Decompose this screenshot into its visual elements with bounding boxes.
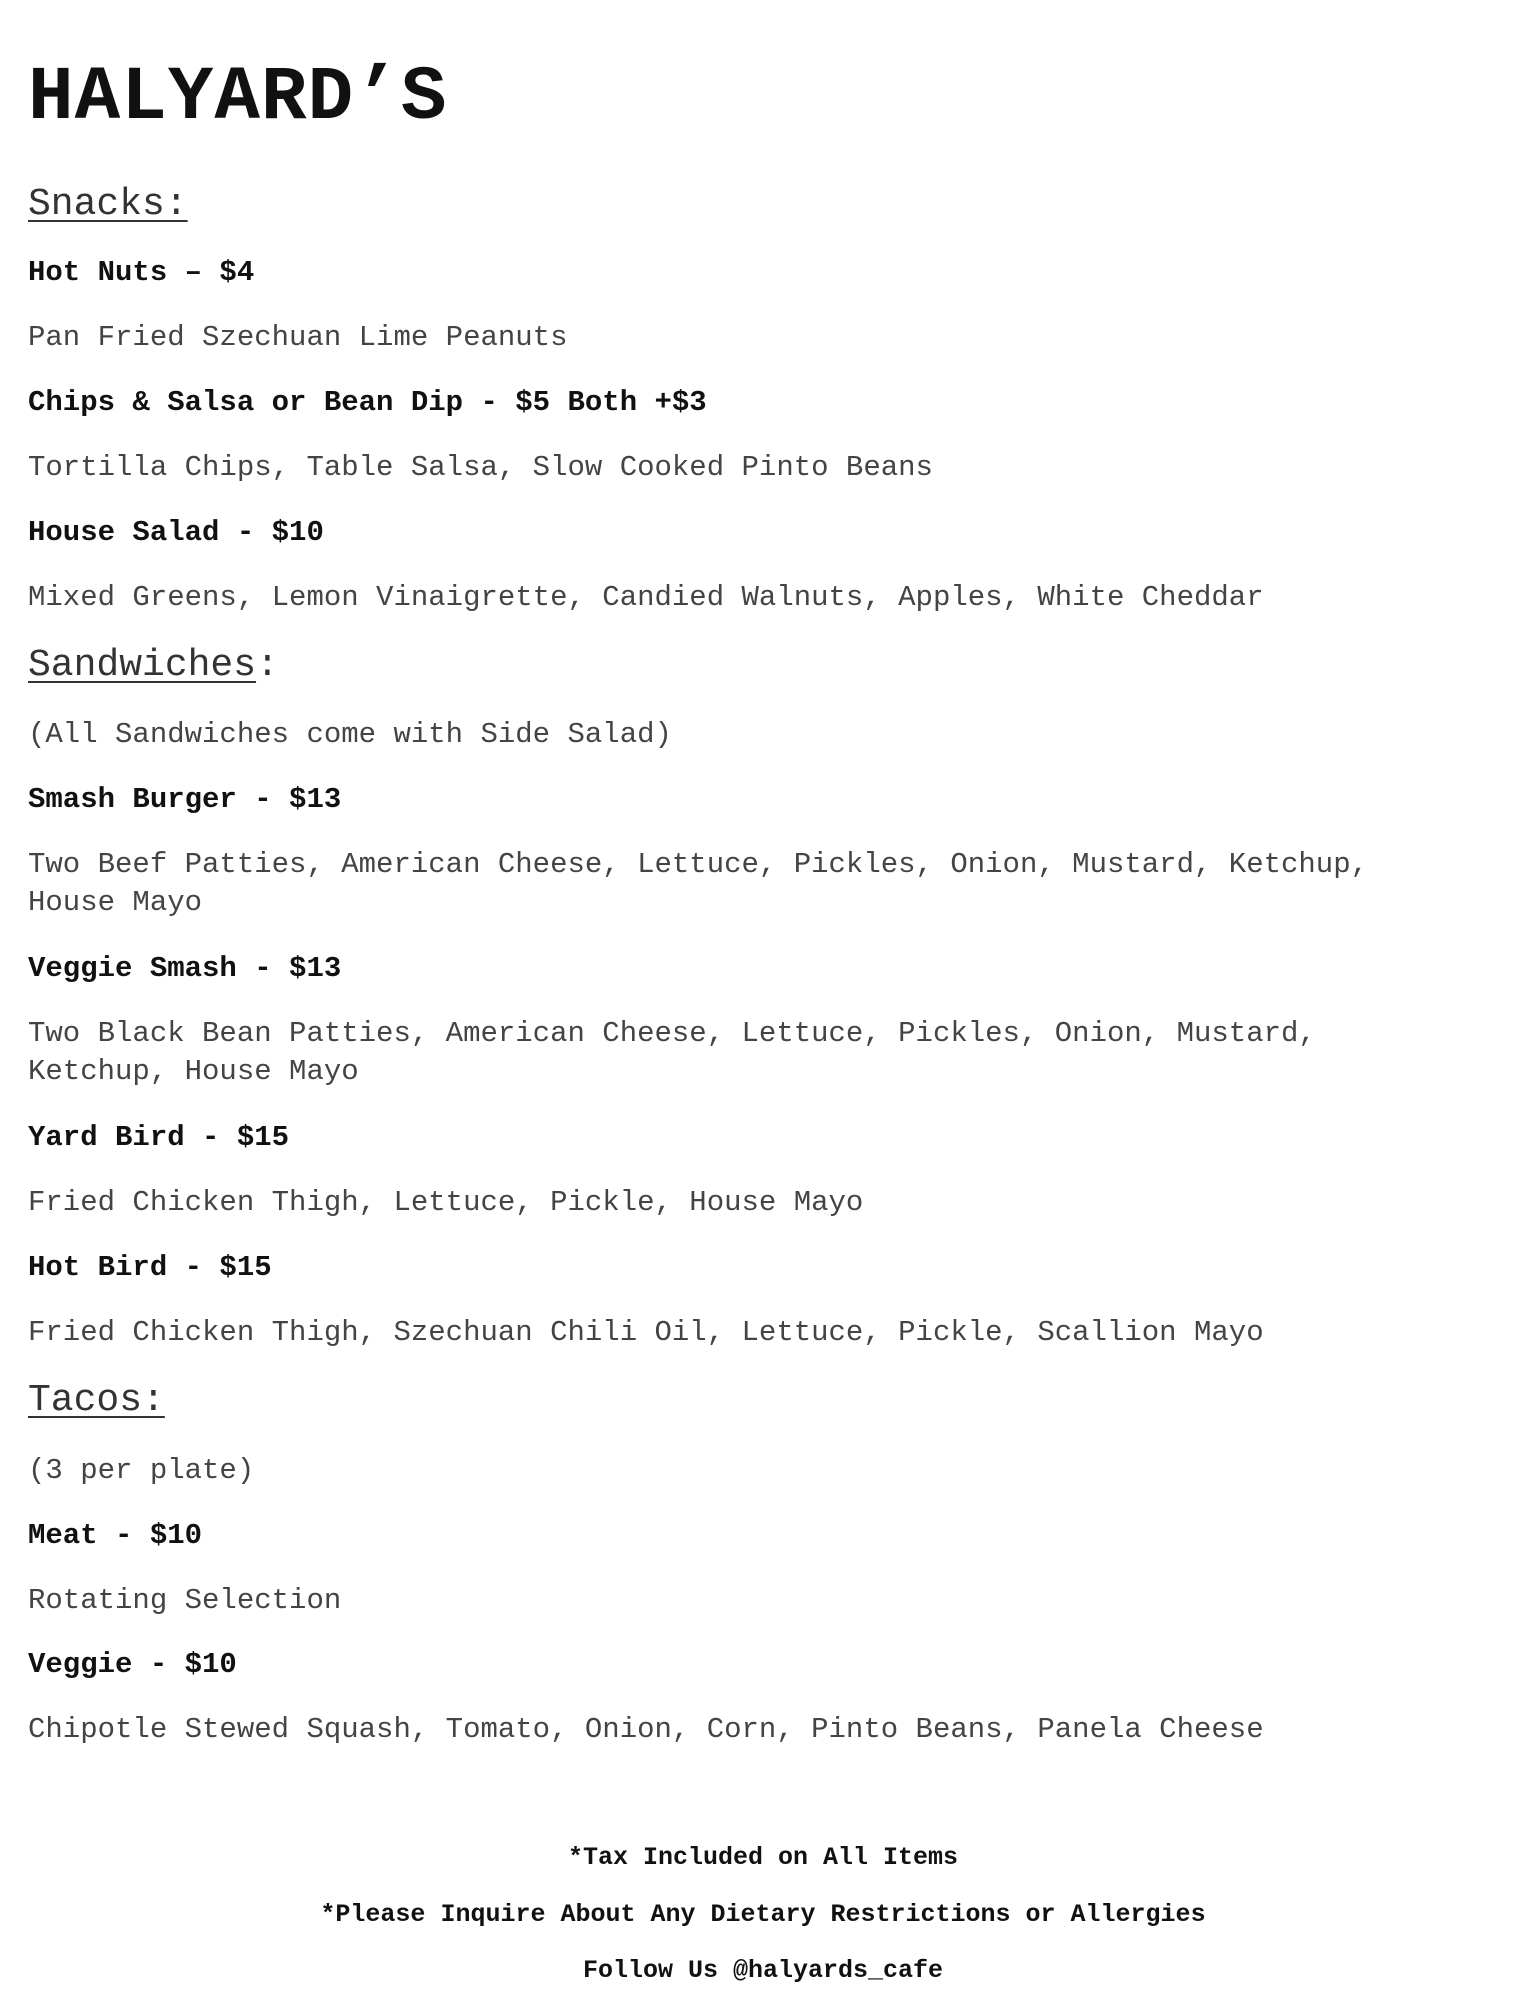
menu-item-name: Veggie - $10	[28, 1648, 237, 1681]
section-note: (3 per plate)	[28, 1454, 255, 1487]
menu-item-name: Yard Bird - $15	[28, 1121, 290, 1154]
menu-item-name: Veggie Smash - $13	[28, 952, 342, 985]
tacos-heading-text: Tacos:	[28, 1379, 165, 1422]
menu-item-name: Meat - $10	[28, 1519, 203, 1552]
menu-item-name: Chips & Salsa or Bean Dip - $5 Both +$3	[28, 386, 707, 419]
menu-item-description: Two Black Bean Patties, American Cheese, Lettuce, Pickles, Onion, Mustard, Ketchup, House Mayo	[28, 1017, 1316, 1088]
menu-item-description: Two Beef Patties, American Cheese, Lettuce, Pickles, Onion, Mustard, Ketchup, House Mayo	[28, 848, 1369, 919]
footer-social-handle: Follow Us @halyards_cafe	[582, 1956, 944, 1985]
snacks-heading-text: Snacks:	[28, 183, 188, 226]
menu-item-description: Chipotle Stewed Squash, Tomato, Onion, Corn, Pinto Beans, Panela Cheese	[28, 1713, 1264, 1746]
menu-item-description: Fried Chicken Thigh, Szechuan Chili Oil, Lettuce, Pickle, Scallion Mayo	[28, 1316, 1264, 1349]
menu-item-description: Fried Chicken Thigh, Lettuce, Pickle, House Mayo	[28, 1186, 864, 1219]
section-note: (All Sandwiches come with Side Salad)	[28, 718, 672, 751]
menu-item-description: Mixed Greens, Lemon Vinaigrette, Candied Walnuts, Apples, White Cheddar	[28, 581, 1264, 614]
restaurant-title: HALYARD’S	[28, 55, 448, 141]
section-heading-sandwiches	[28, 645, 279, 687]
section-heading-snacks	[28, 184, 188, 226]
menu-item-description: Tortilla Chips, Table Salsa, Slow Cooked Pinto Beans	[28, 451, 933, 484]
menu-item-name: Hot Nuts – $4	[28, 256, 255, 289]
footer-tax-note: *Tax Included on All Items	[567, 1843, 959, 1872]
menu-item-name: House Salad - $10	[28, 516, 324, 549]
menu-item-name: Smash Burger - $13	[28, 783, 342, 816]
menu-item-description: Pan Fried Szechuan Lime Peanuts	[28, 321, 568, 354]
menu-item-description: Rotating Selection	[28, 1584, 342, 1617]
menu-item-name: Hot Bird - $15	[28, 1251, 272, 1284]
sandwiches-heading-text: Sandwiches	[28, 644, 257, 687]
footer-dietary-note: *Please Inquire About Any Dietary Restrictions or Allergies	[320, 1900, 1206, 1929]
section-heading-tacos	[28, 1380, 165, 1422]
sandwiches-heading-colon: :	[256, 644, 279, 687]
